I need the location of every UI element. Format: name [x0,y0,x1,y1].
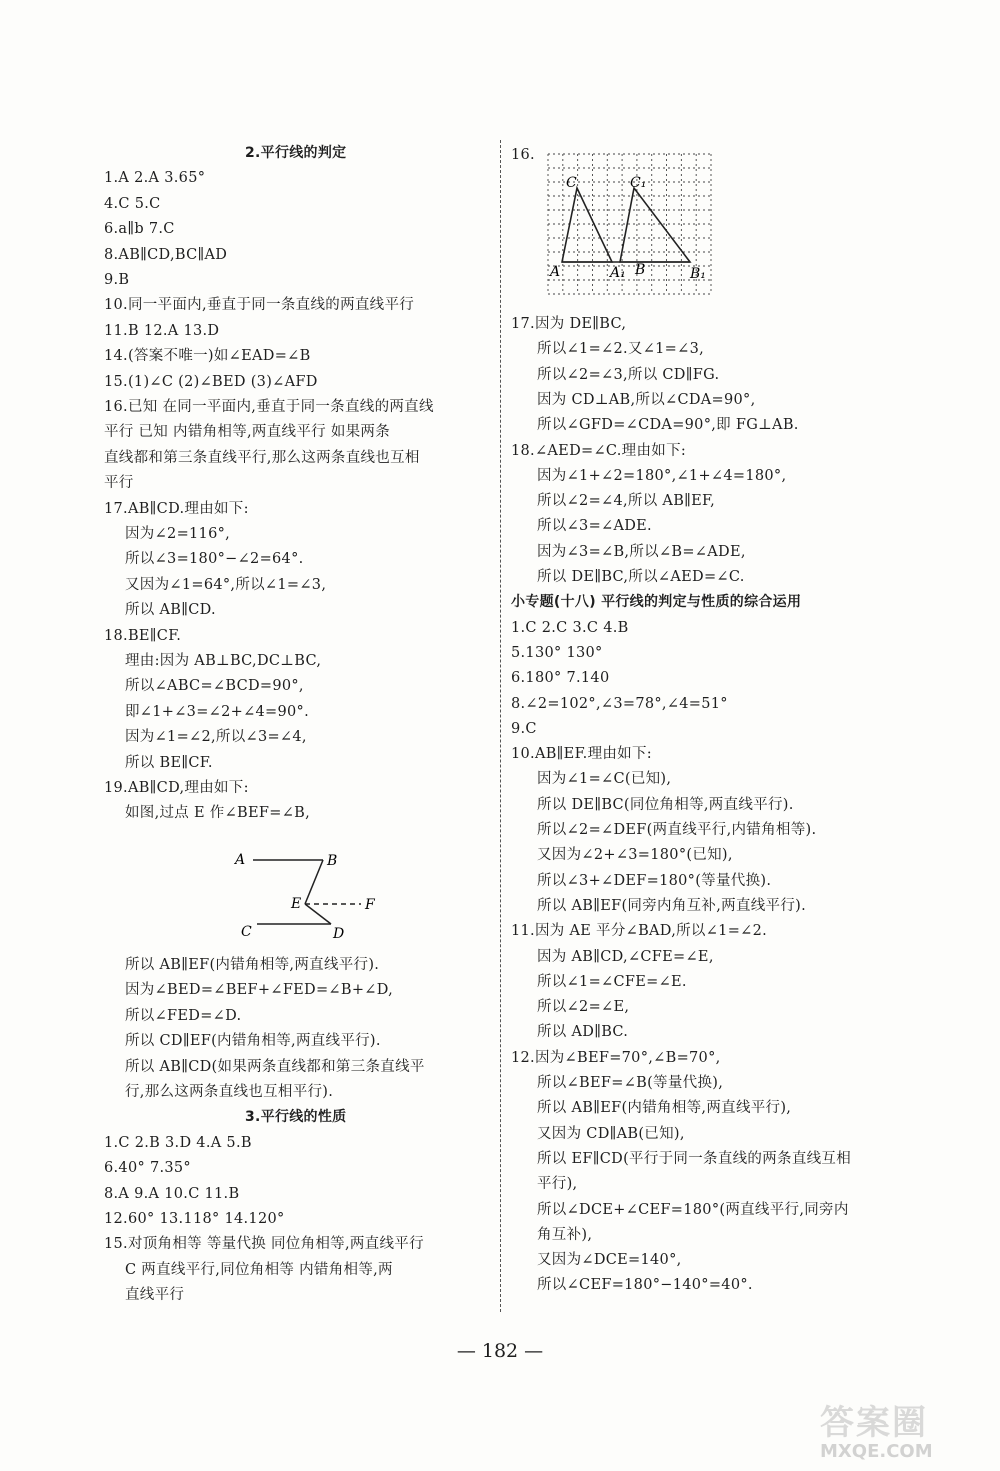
answer-line: 直线都和第三条直线平行,那么这两条直线也互相 [104,449,420,466]
watermark-url: MXQE.COM [820,1441,933,1462]
answer-line: 因为∠1=∠2,所以∠3=∠4, [125,729,307,746]
answer-line: 又因为 CD∥AB(已知), [537,1125,685,1142]
answer-line: 12.因为∠BEF=70°,∠B=70°, [511,1049,721,1066]
answer-line: 所以∠3=∠ADE. [537,518,652,535]
figure-16-grid-diagram [540,150,715,298]
answer-line: 所以∠2=∠E, [537,999,630,1016]
answer-line: 19.AB∥CD,理由如下: [104,780,249,796]
answer-line: 所以 AB∥EF(内错角相等,两直线平行), [537,1100,792,1117]
answer-line: C 两直线平行,同位角相等 内错角相等,两 [125,1261,393,1278]
answer-line: 15.对顶角相等 等量代换 同位角相等,两直线平行 [104,1236,424,1253]
section-heading: 小专题(十八) 平行线的判定与性质的综合运用 [511,594,802,611]
page-number: — 182 — [456,1340,544,1362]
fig19-label-d: D [333,926,345,940]
fig16-label-c: C [566,175,577,191]
answer-line: 1.A 2.A 3.65° [104,170,206,187]
answer-line: 16. [511,147,535,163]
answer-line: 所以∠ABC=∠BCD=90°, [125,678,304,695]
answer-line: 又因为∠DCE=140°, [537,1252,682,1269]
answer-line: 理由:因为 AB⊥BC,DC⊥BC, [125,653,322,669]
column-divider [500,140,501,1312]
fig16-label-b1: B₁ [690,266,706,282]
answer-line: 又因为∠1=64°,所以∠1=∠3, [125,576,327,593]
answer-line: 所以∠CEF=180°−140°=40°. [537,1277,753,1294]
answer-line: 15.(1)∠C (2)∠BED (3)∠AFD [104,373,318,390]
answer-line: 因为∠2=116°, [125,526,231,542]
answer-line: 即∠1+∠3=∠2+∠4=90°. [125,703,310,720]
answer-line: 18.∠AED=∠C.理由如下: [511,442,687,459]
figure-19-diagram [225,848,385,940]
answer-line: 1.C 2.C 3.C 4.B [511,619,629,636]
fig19-label-a: A [235,852,246,868]
answer-line: 8.AB∥CD,BC∥AD [104,246,228,263]
answer-line: 12.60° 13.118° 14.120° [104,1211,285,1227]
answer-line: 因为 CD⊥AB,所以∠CDA=90°, [537,391,756,408]
answer-line: 行,那么这两条直线也互相平行). [125,1084,334,1100]
answer-line: 10.AB∥EF.理由如下: [511,746,652,763]
answer-line: 所以∠3+∠DEF=180°(等量代换). [537,872,772,889]
answer-line: 18.BE∥CF. [104,627,182,644]
answer-line: 角互补), [537,1226,593,1243]
answer-line: 16.已知 在同一平面内,垂直于同一条直线的两直线 [104,399,434,415]
watermark-logo [820,1395,990,1465]
answer-line: 所以∠GFD=∠CDA=90°,即 FG⊥AB. [537,417,799,434]
answer-line: 6.180° 7.140 [511,670,610,687]
answer-line: 11.B 12.A 13.D [104,322,220,339]
answer-line: 14.(答案不唯一)如∠EAD=∠B [104,348,311,365]
section-heading: 3.平行线的性质 [245,1109,347,1126]
answer-line: 所以 EF∥CD(平行于同一条直线的两条直线互相 [537,1150,852,1167]
answer-line: 17.因为 DE∥BC, [511,316,627,332]
fig16-label-c1: C₁ [630,175,647,191]
fig16-label-a1: A₁ [610,265,626,281]
answer-line: 6.a∥b 7.C [104,221,175,238]
answer-line: 17.AB∥CD.理由如下: [104,500,249,517]
answer-line: 所以 AB∥CD(如果两条直线都和第三条直线平 [125,1058,425,1075]
fig16-label-a: A [550,264,561,280]
answer-line: 所以∠BEF=∠B(等量代换), [537,1075,724,1091]
answer-line: 所以 DE∥BC,所以∠AED=∠C. [537,569,745,585]
answer-line: 平行 已知 内错角相等,两直线平行 如果两条 [104,424,391,441]
answer-line: 4.C 5.C [104,195,161,212]
answer-line: 平行), [537,1176,578,1193]
fig16-label-b: B [635,262,646,278]
answer-line: 1.C 2.B 3.D 4.A 5.B [104,1134,252,1151]
answer-line: 9.B [104,272,130,288]
answer-line: 所以∠2=∠DEF(两直线平行,内错角相等). [537,822,817,838]
answer-line: 所以∠3=180°−∠2=64°. [125,551,304,568]
answer-line: 所以 AB∥EF(内错角相等,两直线平行). [125,957,380,973]
answer-line: 所以∠2=∠4,所以 AB∥EF, [537,493,716,510]
fig19-label-f: F [365,897,375,913]
answer-line: 所以∠1=∠2.又∠1=∠3, [537,341,705,358]
watermark-title: 答案圈 [820,1403,928,1443]
answer-line: 9.C [511,720,537,737]
answer-line: 直线平行 [125,1287,185,1304]
fig19-label-b: B [327,853,338,869]
answer-line: 所以 BE∥CF. [125,754,213,771]
section-heading: 2.平行线的判定 [245,145,347,161]
answer-line: 5.130° 130° [511,644,603,661]
answer-line: 因为∠1=∠C(已知), [537,771,672,788]
answer-line: 11.因为 AE 平分∠BAD,所以∠1=∠2. [511,923,768,940]
answer-line: 6.40° 7.35° [104,1160,191,1177]
answer-line: 又因为∠2+∠3=180°(已知), [537,847,733,864]
answer-line: 因为 AB∥CD,∠CFE=∠E, [537,948,714,965]
answer-line: 因为∠BED=∠BEF+∠FED=∠B+∠D, [125,982,394,999]
answer-line: 所以 AB∥CD. [125,602,216,619]
answer-line: 所以 AD∥BC. [537,1024,629,1041]
answer-line: 所以 AB∥EF(同旁内角互补,两直线平行). [537,897,807,914]
answer-line: 所以 CD∥EF(内错角相等,两直线平行). [125,1033,381,1050]
answer-line: 所以∠DCE+∠CEF=180°(两直线平行,同旁内 [537,1201,849,1218]
answer-line: 平行 [104,475,134,492]
fig19-label-c: C [241,924,252,940]
answer-line: 10.同一平面内,垂直于同一条直线的两直线平行 [104,297,415,314]
answer-line: 8.A 9.A 10.C 11.B [104,1185,240,1202]
answer-line: 所以∠1=∠CFE=∠E. [537,973,687,990]
fig19-label-e: E [291,896,302,912]
answer-line: 所以∠FED=∠D. [125,1007,242,1024]
answer-line: 所以∠2=∠3,所以 CD∥FG. [537,366,720,383]
answer-line: 8.∠2=102°,∠3=78°,∠4=51° [511,695,728,712]
answer-line: 所以 DE∥BC(同位角相等,两直线平行). [537,796,794,813]
answer-line: 因为∠3=∠B,所以∠B=∠ADE, [537,543,746,560]
answer-line: 因为∠1+∠2=180°,∠1+∠4=180°, [537,467,787,484]
answer-line: 如图,过点 E 作∠BEF=∠B, [125,805,311,822]
